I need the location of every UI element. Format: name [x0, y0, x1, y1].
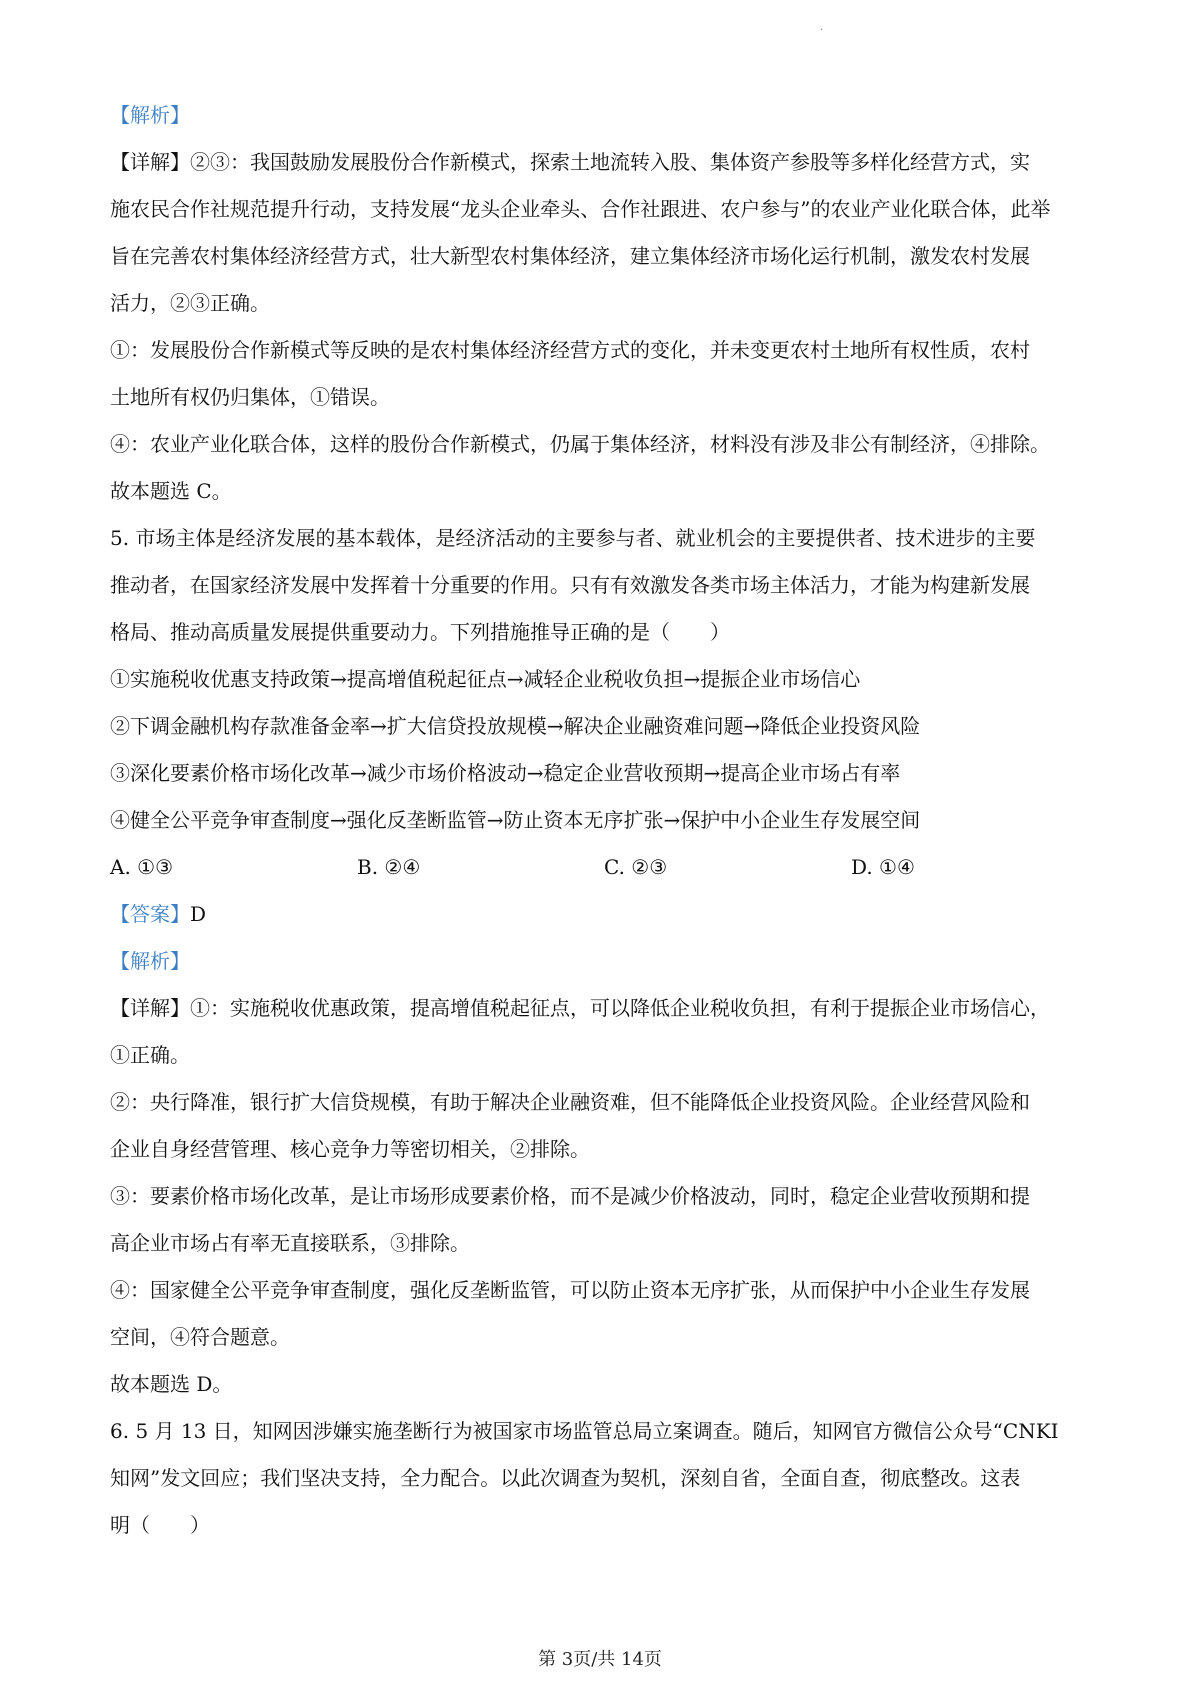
- detail-tag: 【详解】: [110, 996, 190, 1020]
- point-1-line: ①：发展股份合作新模式等反映的是农村集体经济经营方式的变化，并未变更农村土地所有权性质，农村: [110, 338, 1030, 362]
- question-item: ③深化要素价格市场化改革→减少市场价格波动→稳定企业营收预期→提高企业市场占有率: [110, 761, 901, 785]
- question-stem-line: 6. 5 月 13 日，知网因涉嫌实施垄断行为被国家市场监管总局立案调查。随后，知网官方微信公众号“CNKI: [110, 1419, 1059, 1443]
- answer-options: [110, 844, 1100, 891]
- point-4-line: ④：国家健全公平竞争审查制度，强化反垄断监管，可以防止资本无序扩张，从而保护中小企业生存发展: [110, 1278, 1030, 1302]
- option-c: C. ②③: [604, 855, 668, 879]
- analysis-heading: 【解析】: [110, 949, 190, 973]
- point-4-line: ④：农业产业化联合体，这样的股份合作新模式，仍属于集体经济，材料没有涉及非公有制经济，④排除。: [110, 432, 1050, 456]
- answer-line: [110, 891, 1100, 938]
- point-2-line: 企业自身经营管理、核心竞争力等密切相关，②排除。: [110, 1137, 590, 1161]
- question-stem-line: 明（ ）: [110, 1513, 210, 1537]
- question-stem-line: 知网”发文回应；我们坚决支持，全力配合。以此次调查为契机，深刻自省，全面自查，彻底整改。这表: [110, 1466, 1021, 1490]
- page-content: [110, 92, 1100, 1549]
- detail-tag: 【详解】: [110, 150, 190, 174]
- point-3-line: 高企业市场占有率无直接联系，③排除。: [110, 1231, 470, 1255]
- answer-tag: 【答案】: [110, 902, 190, 926]
- point-1-line: 土地所有权仍归集体，①错误。: [110, 385, 390, 409]
- option-b: B. ②④: [357, 855, 421, 879]
- header-dot: .: [820, 22, 824, 33]
- page-number: 第 3页/共 14页: [538, 1649, 662, 1670]
- option-a: A. ①③: [110, 855, 174, 879]
- analysis-heading: 【解析】: [110, 103, 190, 127]
- option-d: D. ①④: [851, 855, 915, 879]
- question-item: ④健全公平竞争审查制度→强化反垄断监管→防止资本无序扩张→保护中小企业生存发展空间: [110, 808, 921, 832]
- detail-line: 活力，②③正确。: [110, 291, 270, 315]
- detail-line: 施农民合作社规范提升行动，支持发展“龙头企业牵头、合作社跟进、农户参与”的农业产业化联合体，此举: [110, 197, 1051, 221]
- conclusion: 故本题选 C。: [110, 479, 232, 503]
- point-4-line: 空间，④符合题意。: [110, 1325, 290, 1349]
- question-stem-line: 5. 市场主体是经济发展的基本载体，是经济活动的主要参与者、就业机会的主要提供者、技术进步的主要: [110, 526, 1036, 550]
- question-stem-line: 推动者，在国家经济发展中发挥着十分重要的作用。只有有效激发各类市场主体活力，才能为构建新发展: [110, 573, 1030, 597]
- detail-line: 旨在完善农村集体经济经营方式，壮大新型农村集体经济，建立集体经济市场化运行机制，激发农村发展: [110, 244, 1030, 268]
- answer-value: D: [190, 902, 207, 926]
- question-item: ①实施税收优惠支持政策→提高增值税起征点→减轻企业税收负担→提振企业市场信心: [110, 667, 861, 691]
- detail-line: 【详解】①：实施税收优惠政策，提高增值税起征点，可以降低企业税收负担，有利于提振企业市场信心，: [110, 996, 1050, 1020]
- question-stem-line: 格局、推动高质量发展提供重要动力。下列措施推导正确的是（ ）: [110, 620, 730, 644]
- detail-line: 【详解】②③：我国鼓励发展股份合作新模式，探索土地流转入股、集体资产参股等多样化经营方式，实: [110, 150, 1030, 174]
- point-2-line: ②：央行降准，银行扩大信贷规模，有助于解决企业融资难，但不能降低企业投资风险。企业经营风险和: [110, 1090, 1030, 1114]
- question-item: ②下调金融机构存款准备金率→扩大信贷投放规模→解决企业融资难问题→降低企业投资风险: [110, 714, 921, 738]
- point-3-line: ③：要素价格市场化改革，是让市场形成要素价格，而不是减少价格波动，同时，稳定企业营收预期和提: [110, 1184, 1030, 1208]
- conclusion: 故本题选 D。: [110, 1372, 233, 1396]
- detail-line: ①正确。: [110, 1043, 190, 1067]
